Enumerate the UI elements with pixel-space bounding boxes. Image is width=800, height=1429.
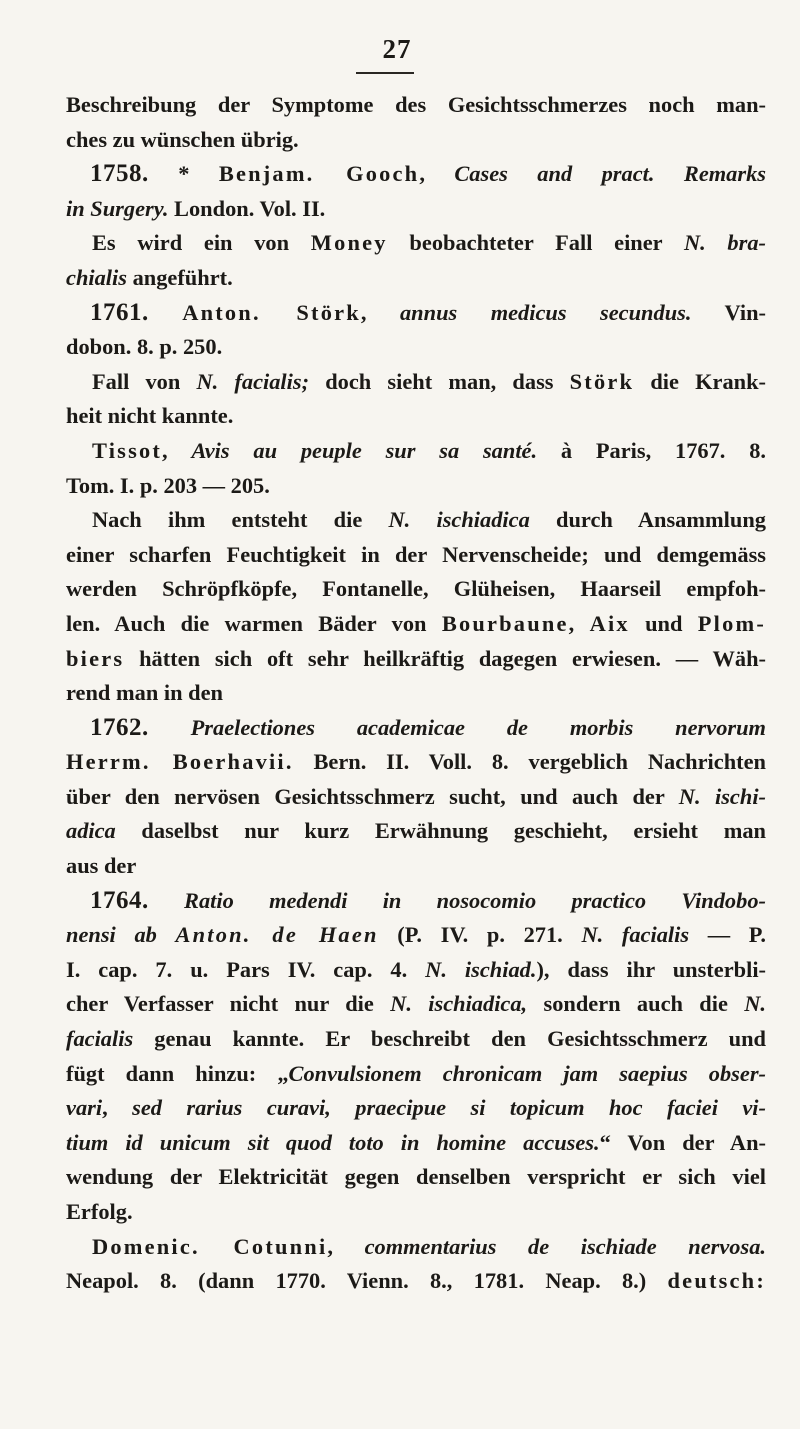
nerve-name: facialis [66, 1026, 134, 1052]
text-line [66, 1022, 766, 1057]
text-run: die Krank- [634, 368, 766, 394]
text-line [66, 780, 766, 815]
work-title: Avis au peuple sur sa santé. [191, 437, 538, 463]
nerve-name: chialis [66, 264, 127, 290]
year-label: 1758. [90, 160, 149, 188]
text-line [66, 1264, 766, 1299]
text-run: len. Auch die warmen Bäder von [66, 610, 442, 636]
entry-line-1764 [66, 884, 766, 919]
text-run: wendung der Elektricität gegen denselben verspricht er sich viel [66, 1164, 766, 1190]
text-line [66, 987, 766, 1022]
text-run: ches zu wünschen übrig. [66, 126, 299, 152]
text-run: , [419, 161, 455, 187]
author-name: Domenic. Cotunni [92, 1233, 328, 1259]
nerve-name: adica [66, 818, 116, 844]
text-line [66, 399, 766, 434]
text-line [66, 88, 766, 123]
text-run: Bern. II. Voll. 8. vergeblich Nachrichten [293, 749, 766, 775]
text-run: hätten sich oft sehr heilkräftig dagegen erwiesen. — Wäh- [124, 645, 766, 671]
nerve-name: N. ischiadica, [390, 991, 528, 1017]
place-name: Plom- [697, 610, 766, 636]
entry-line-1767 [66, 434, 766, 469]
text-run: Vin- [691, 299, 766, 325]
entry-line-1762 [66, 711, 766, 746]
text-line [66, 123, 766, 158]
text-run: I. cap. 7. u. Pars IV. cap. 4. [66, 956, 426, 982]
text-line [66, 365, 766, 400]
text-run: , [568, 610, 590, 636]
author-name: Anton. de Haen [175, 922, 379, 948]
text-run: angeführt. [126, 264, 233, 290]
text-run: sondern auch die [527, 991, 745, 1017]
work-title: nensi ab [66, 922, 176, 948]
text-run: (P. IV. p. 271. [378, 922, 582, 948]
page-number: 27 [382, 34, 412, 64]
text-run: durch Ansammlung [529, 507, 766, 533]
year-label: 1762. [90, 713, 149, 741]
year-label: 1761. [90, 298, 149, 326]
page-number-wrap [352, 34, 442, 65]
text-line [66, 1160, 766, 1195]
work-title: commentarius de ischiade nervosa. [364, 1233, 766, 1259]
nerve-name: N. ischiadica [388, 507, 530, 533]
place-name: Bourbaune [441, 610, 569, 636]
text-line [66, 642, 766, 677]
text-run: werden Schröpfköpfe, Fontanelle, Glüheisen, Haarseil empfoh- [66, 576, 766, 602]
author-name: Störk [569, 368, 635, 394]
entry-line-cotunni [66, 1230, 766, 1265]
text-line [66, 849, 766, 884]
text-line [66, 676, 766, 711]
text-run: cher Verfasser nicht nur die [66, 991, 391, 1017]
nerve-name: N. ischi- [678, 783, 766, 809]
entry-line-1761 [66, 296, 766, 331]
author-name: Benjam. Gooch [218, 161, 420, 187]
text-run [149, 715, 191, 740]
text-run: doch sieht man, dass [309, 368, 570, 394]
place-name: biers [66, 645, 125, 671]
latin-quote: vari [66, 1095, 103, 1121]
author-name: Anton. Störk [182, 299, 361, 325]
year-label: 1764. [90, 886, 149, 914]
text-line [66, 953, 766, 988]
work-title: in Surgery. [66, 195, 169, 221]
text-line [66, 1057, 766, 1092]
work-title: Ratio medendi in nosocomio practico Vindobo- [184, 887, 766, 913]
text-run: , [327, 1233, 365, 1259]
text-run: Tom. I. p. 203 — 205. [66, 472, 270, 498]
text-run: , [162, 437, 192, 463]
text-run: fügt dann hinzu: „ [66, 1060, 289, 1086]
text-run: Fall von [92, 368, 197, 394]
text-line [66, 745, 766, 780]
text-run: Beschreibung der Symptome des Gesichtsschmerzes noch man- [66, 92, 766, 117]
text-run: aus der [66, 853, 137, 879]
text-run: * [148, 161, 219, 187]
nerve-name: N. bra- [683, 230, 766, 256]
text-line [66, 814, 766, 849]
text-run: “ Von der An- [599, 1129, 766, 1155]
nerve-name: N. [744, 991, 766, 1017]
text-line [66, 192, 766, 227]
text-run: à Paris, 1767. 8. [537, 437, 766, 463]
latin-quote: sed rarius curavi, praecipue si topicum hoc faciei vi- [132, 1095, 766, 1121]
text-line [66, 538, 766, 573]
text-run: Erfolg. [66, 1199, 133, 1224]
text-run: London. Vol. II. [168, 195, 326, 221]
text-line [66, 572, 766, 607]
text-line [66, 1126, 766, 1161]
entry-line-1758 [66, 157, 766, 192]
work-title: Cases and pract. Remarks [454, 161, 766, 187]
text-line [66, 503, 766, 538]
text-run: Neapol. 8. (dann 1770. Vienn. 8., 1781. Neap. 8.) [66, 1268, 668, 1294]
text-line [66, 1091, 766, 1126]
text-run: rend man in den [66, 680, 223, 706]
text-run [149, 300, 182, 325]
text-run: — P. [689, 922, 766, 948]
text-run: ), dass ihr unsterbli- [536, 956, 766, 982]
text-line [66, 261, 766, 296]
place-name: Aix [589, 610, 630, 636]
work-title: annus medicus secundus. [399, 299, 692, 325]
text-run: einer scharfen Feuchtigkeit in der Nervenscheide; und demgemäss [66, 541, 766, 567]
text-line [66, 918, 766, 953]
nerve-name: N. facialis [581, 922, 690, 948]
text-run: beobachteter Fall einer [387, 230, 684, 256]
text-run: Nach ihm entsteht die [92, 507, 389, 533]
text-run: und [629, 610, 698, 636]
nerve-name: N. facialis; [196, 368, 310, 394]
text-run: daselbst nur kurz Erwähnung geschieht, ersieht man [115, 818, 766, 844]
page-number-rule [356, 72, 414, 74]
text-run: , [360, 299, 400, 325]
text-run: , [102, 1095, 133, 1121]
text-run: über den nervösen Gesichtsschmerz sucht, und auch der [66, 783, 679, 809]
text-run: heit nicht kannte. [66, 403, 234, 429]
nerve-name: N. ischiad. [425, 956, 537, 982]
text-line [66, 469, 766, 504]
emphasized-word: deutsch: [667, 1268, 766, 1294]
author-name: Tissot [92, 437, 163, 463]
work-title: Praelectiones academicae de morbis nervorum [190, 714, 766, 740]
author-name: Money [310, 230, 388, 256]
text-line [66, 226, 766, 261]
text-run: dobon. 8. p. 250. [66, 334, 223, 360]
text-run: Es wird ein von [92, 230, 311, 256]
latin-quote: Convulsionem chronicam jam saepius obser- [288, 1060, 766, 1086]
latin-quote: tium id unicum sit quod toto in homine accuses. [66, 1129, 600, 1155]
text-line [66, 607, 766, 642]
body-text [66, 88, 766, 1299]
text-run [149, 888, 184, 913]
text-line [66, 330, 766, 365]
author-name: Herrm. Boerhavii. [66, 749, 294, 775]
text-line [66, 1195, 766, 1230]
text-run: genau kannte. Er beschreibt den Gesichtsschmerz und [133, 1026, 766, 1052]
